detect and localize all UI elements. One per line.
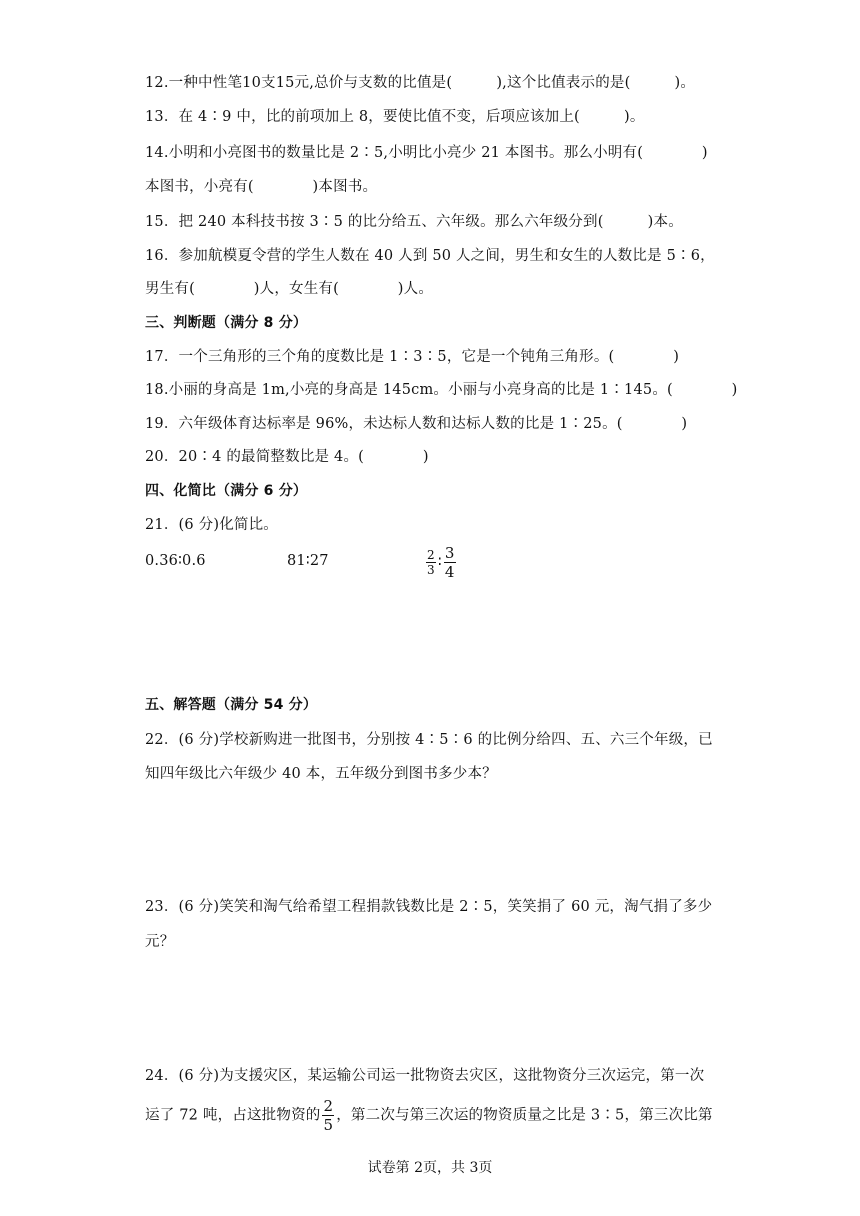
page-footer: 试卷第 2页，共 3页 bbox=[367, 1160, 493, 1176]
fraction-numerator: 3 bbox=[444, 544, 455, 562]
fraction-two-thirds bbox=[426, 548, 436, 577]
question-13: 13．在 4∶9 中，比的前项加上 8，要使比值不变，后项应该加上( )。 bbox=[145, 109, 645, 125]
fraction-denominator: 4 bbox=[444, 563, 455, 581]
question-16-line1: 16．参加航模夏令营的学生人数在 40 人到 50 人之间，男生和女生的人数比是 5∶6， bbox=[145, 248, 715, 264]
fraction-numerator: 2 bbox=[427, 548, 435, 562]
question-14-line1: 14.小明和小亮图书的数量比是 2∶5,小明比小亮少 21 本图书。那么小明有( ) bbox=[145, 145, 708, 161]
question-24-line1: 24．(6 分)为支援灾区，某运输公司运一批物资去灾区，这批物资分三次运完，第一次 bbox=[145, 1068, 705, 1084]
question-23-line2: 元？ bbox=[145, 934, 175, 950]
section-heading-judgement: 三、判断题（满分 8 分） bbox=[145, 315, 308, 331]
question-16-line2: 男生有( )人，女生有( )人。 bbox=[145, 281, 434, 297]
question-15: 15．把 240 本科技书按 3∶5 的比分给五、六年级。那么六年级分到( )本。 bbox=[145, 214, 683, 230]
question-17: 17．一个三角形的三个角的度数比是 1∶3∶5，它是一个钝角三角形。( ) bbox=[145, 349, 680, 365]
ratio-item-b: 81∶27 bbox=[287, 553, 329, 569]
fraction-two-fifths bbox=[322, 1097, 334, 1134]
question-24-line2 bbox=[145, 1097, 713, 1134]
ratio-separator: ∶ bbox=[437, 554, 442, 571]
fraction-numerator: 2 bbox=[323, 1097, 334, 1115]
question-12: 12.一种中性笔10支15元,总价与支数的比值是( ),这个比值表示的是( )。 bbox=[145, 75, 696, 91]
question-24-text-pre: 运了 72 吨，占这批物资的 bbox=[145, 1107, 321, 1124]
question-19: 19．六年级体育达标率是 96%，未达标人数和达标人数的比是 1∶25。( ) bbox=[145, 416, 688, 432]
fraction-denominator: 3 bbox=[427, 563, 435, 577]
question-24-text-post: ，第二次与第三次运的物资质量之比是 3∶5，第三次比第 bbox=[336, 1107, 713, 1124]
ratio-item-a: 0.36∶0.6 bbox=[145, 553, 206, 569]
question-22-line1: 22．(6 分)学校新购进一批图书，分别按 4∶5∶6 的比例分给四、五、六三个年级，已 bbox=[145, 732, 713, 748]
question-23-line1: 23．(6 分)笑笑和淘气给希望工程捐款钱数比是 2∶5，笑笑捐了 60 元，淘气捐了多少 bbox=[145, 899, 713, 915]
question-14-line2: 本图书，小亮有( )本图书。 bbox=[145, 179, 378, 195]
section-heading-solve: 五、解答题（满分 54 分） bbox=[145, 697, 318, 713]
fraction-denominator: 5 bbox=[323, 1116, 334, 1134]
section-heading-simplify: 四、化简比（满分 6 分） bbox=[145, 483, 308, 499]
fraction-three-quarters bbox=[444, 544, 456, 581]
question-21: 21．(6 分)化简比。 bbox=[145, 517, 278, 533]
question-22-line2: 知四年级比六年级少 40 本，五年级分到图书多少本？ bbox=[145, 766, 497, 782]
ratio-item-c bbox=[424, 544, 458, 581]
question-18: 18.小丽的身高是 1m,小亮的身高是 145cm。小丽与小亮身高的比是 1∶145。( ) bbox=[145, 382, 738, 398]
question-20: 20．20∶4 的最简整数比是 4。( ) bbox=[145, 449, 429, 465]
